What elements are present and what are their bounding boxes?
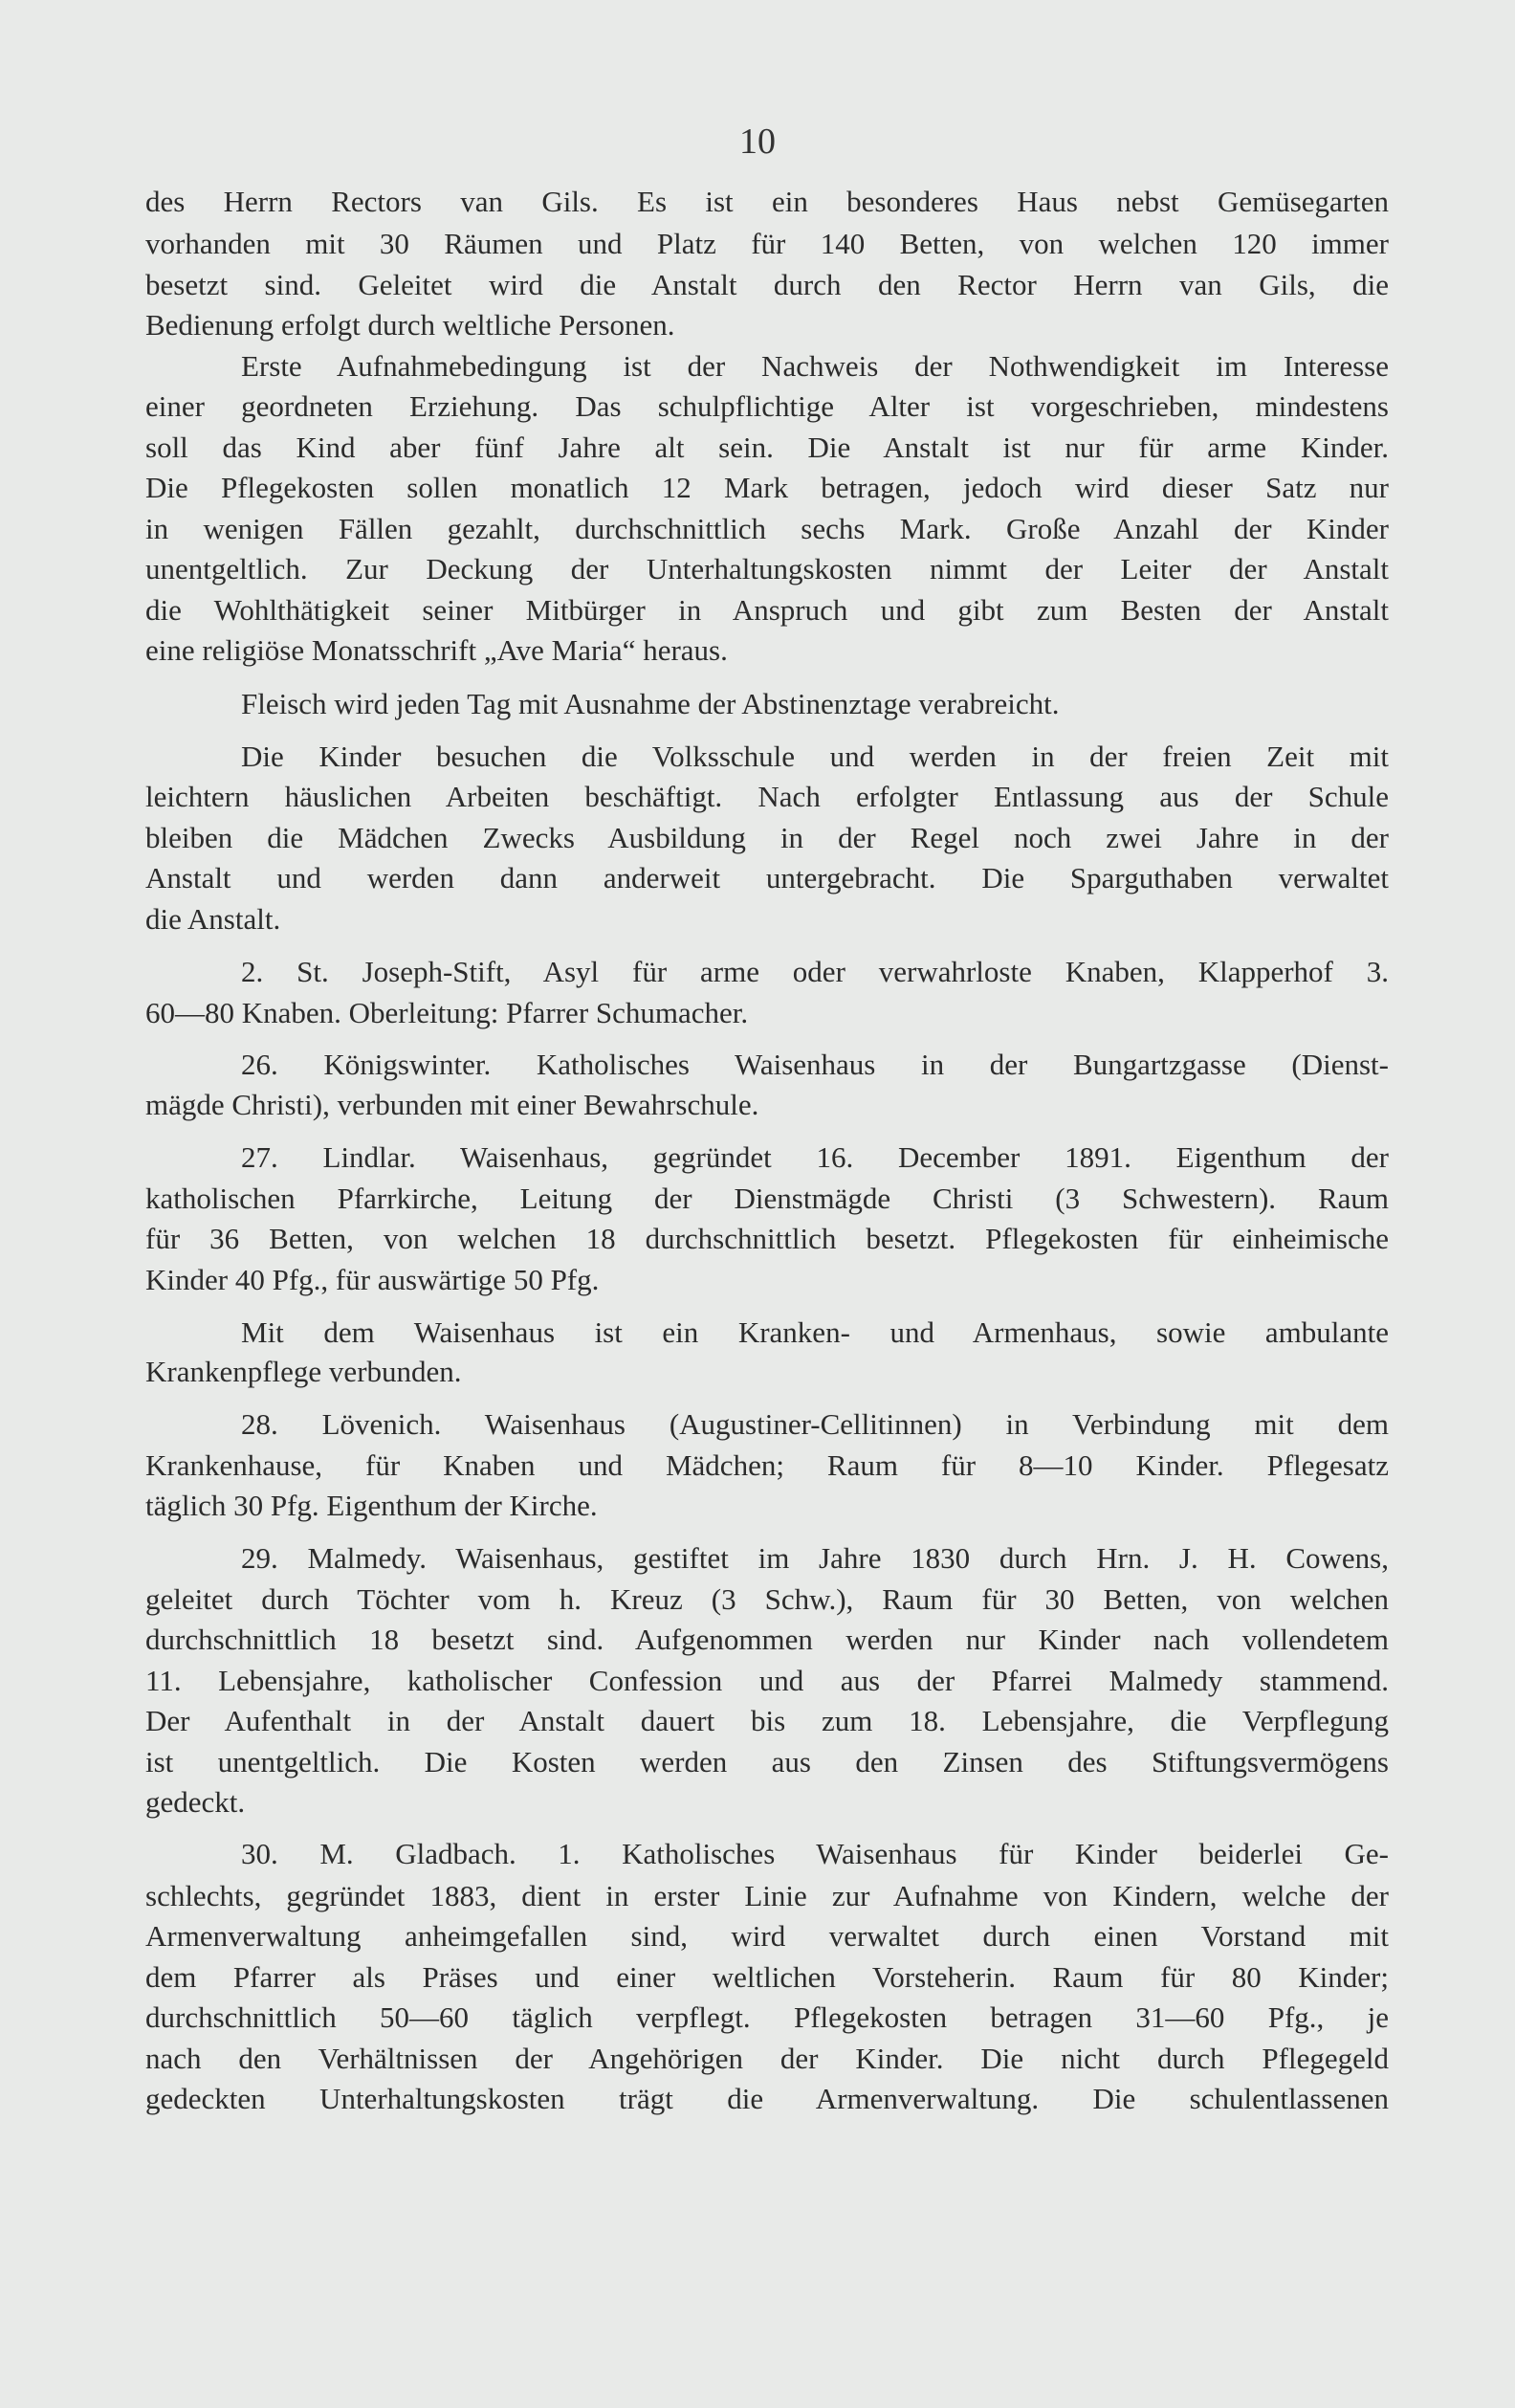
text-line: Die Kinder besuchen die Volksschule und werden in der freien Zeit mit [241, 739, 1389, 773]
text-line: durchschnittlich 18 besetzt sind. Aufgenommen werden nur Kinder nach vollendetem [145, 1622, 1389, 1656]
text-line: Anstalt und werden dann anderweit untergebracht. Die Sparguthaben verwaltet [145, 860, 1389, 895]
text-line: nach den Verhältnissen der Angehörigen der Kinder. Die nicht durch Pflegegeld [145, 2041, 1389, 2075]
text-line: 60—80 Knaben. Oberleitung: Pfarrer Schumacher. [145, 995, 749, 1029]
text-line: ist unentgeltlich. Die Kosten werden aus den Zinsen des Stiftungsvermögens [145, 1745, 1389, 1779]
text-line: geleitet durch Töchter vom h. Kreuz (3 Schw.), Raum für 30 Betten, von welchen [145, 1582, 1389, 1616]
text-line: die Wohlthätigkeit seiner Mitbürger in Anspruch und gibt zum Besten der Anstalt [145, 593, 1389, 628]
text-line: Die Pflegekosten sollen monatlich 12 Mark betragen, jedoch wird dieser Satz nur [145, 470, 1389, 504]
text-line: besetzt sind. Geleitet wird die Anstalt durch den Rector Herrn van Gils, die [145, 268, 1389, 302]
text-line: Erste Aufnahmebedingung ist der Nachweis der Nothwendigkeit im Interesse [241, 349, 1389, 384]
text-line: eine religiöse Monatsschrift „Ave Maria“ heraus. [145, 633, 728, 668]
text-line: dem Pfarrer als Präses und einer weltlichen Vorsteherin. Raum für 80 Kinder; [145, 1959, 1389, 1994]
text-line: für 36 Betten, von welchen 18 durchschnittlich besetzt. Pflegekosten für einheimische [145, 1221, 1389, 1255]
page-number: 10 [739, 122, 776, 162]
text-line: einer geordneten Erziehung. Das schulpflichtige Alter ist vorgeschrieben, mindestens [145, 388, 1389, 423]
text-line: Mit dem Waisenhaus ist ein Kranken- und Armenhaus, sowie ambulante [241, 1314, 1389, 1349]
text-line: täglich 30 Pfg. Eigenthum der Kirche. [145, 1489, 598, 1523]
text-line: 2. St. Joseph-Stift, Asyl für arme oder verwahrloste Knaben, Klapperhof 3. [241, 954, 1389, 988]
text-line: Kinder 40 Pfg., für auswärtige 50 Pfg. [145, 1263, 600, 1297]
text-line: Fleisch wird jeden Tag mit Ausnahme der Abstinenztage verabreicht. [241, 687, 1060, 721]
text-line: die Anstalt. [145, 902, 281, 936]
text-line: vorhanden mit 30 Räumen und Platz für 140 Betten, von welchen 120 immer [145, 226, 1389, 260]
text-line: mägde Christi), verbunden mit einer Bewahrschule. [145, 1088, 759, 1122]
text-line: Krankenpflege verbunden. [145, 1355, 462, 1389]
text-line: unentgeltlich. Zur Deckung der Unterhaltungskosten nimmt der Leiter der Anstalt [145, 552, 1389, 586]
text-line: gedeckten Unterhaltungskosten trägt die Armenverwaltung. Die schulentlassenen [145, 2081, 1389, 2115]
text-line: Der Aufenthalt in der Anstalt dauert bis zum 18. Lebensjahre, die Verpflegung [145, 1703, 1389, 1737]
text-line: Krankenhause, für Knaben und Mädchen; Raum für 8—10 Kinder. Pflegesatz [145, 1448, 1389, 1483]
text-line: Armenverwaltung anheimgefallen sind, wird verwaltet durch einen Vorstand mit [145, 1918, 1389, 1953]
text-line: 30. M. Gladbach. 1. Katholisches Waisenhaus für Kinder beiderlei Ge- [241, 1837, 1389, 1871]
text-line: 11. Lebensjahre, katholischer Confession und aus der Pfarrei Malmedy stammend. [145, 1664, 1389, 1698]
text-line: katholischen Pfarrkirche, Leitung der Dienstmägde Christi (3 Schwestern). Raum [145, 1182, 1389, 1216]
text-line: 29. Malmedy. Waisenhaus, gestiftet im Jahre 1830 durch Hrn. J. H. Cowens, [241, 1540, 1389, 1575]
text-line: bleiben die Mädchen Zwecks Ausbildung in der Regel noch zwei Jahre in der [145, 820, 1389, 854]
text-line: durchschnittlich 50—60 täglich verpflegt. Pflegekosten betragen 31—60 Pfg., je [145, 1999, 1389, 2034]
text-line: in wenigen Fällen gezahlt, durchschnittlich sechs Mark. Große Anzahl der Kinder [145, 512, 1389, 546]
text-line: Bedienung erfolgt durch weltliche Personen. [145, 307, 675, 342]
text-line: schlechts, gegründet 1883, dient in erster Linie zur Aufnahme von Kindern, welche der [145, 1878, 1389, 1912]
text-line: soll das Kind aber fünf Jahre alt sein. Die Anstalt ist nur für arme Kinder. [145, 431, 1389, 465]
text-line: leichtern häuslichen Arbeiten beschäftigt. Nach erfolgter Entlassung aus der Schule [145, 779, 1389, 813]
text-line: 26. Königswinter. Katholisches Waisenhaus in der Bungartzgasse (Dienst- [241, 1048, 1389, 1082]
text-line: gedeckt. [145, 1784, 246, 1819]
text-line: 27. Lindlar. Waisenhaus, gegründet 16. December 1891. Eigenthum der [241, 1139, 1389, 1174]
text-line: des Herrn Rectors van Gils. Es ist ein besonderes Haus nebst Gemüsegarten [145, 185, 1389, 219]
text-line: 28. Lövenich. Waisenhaus (Augustiner-Cellitinnen) in Verbindung mit dem [241, 1407, 1389, 1442]
